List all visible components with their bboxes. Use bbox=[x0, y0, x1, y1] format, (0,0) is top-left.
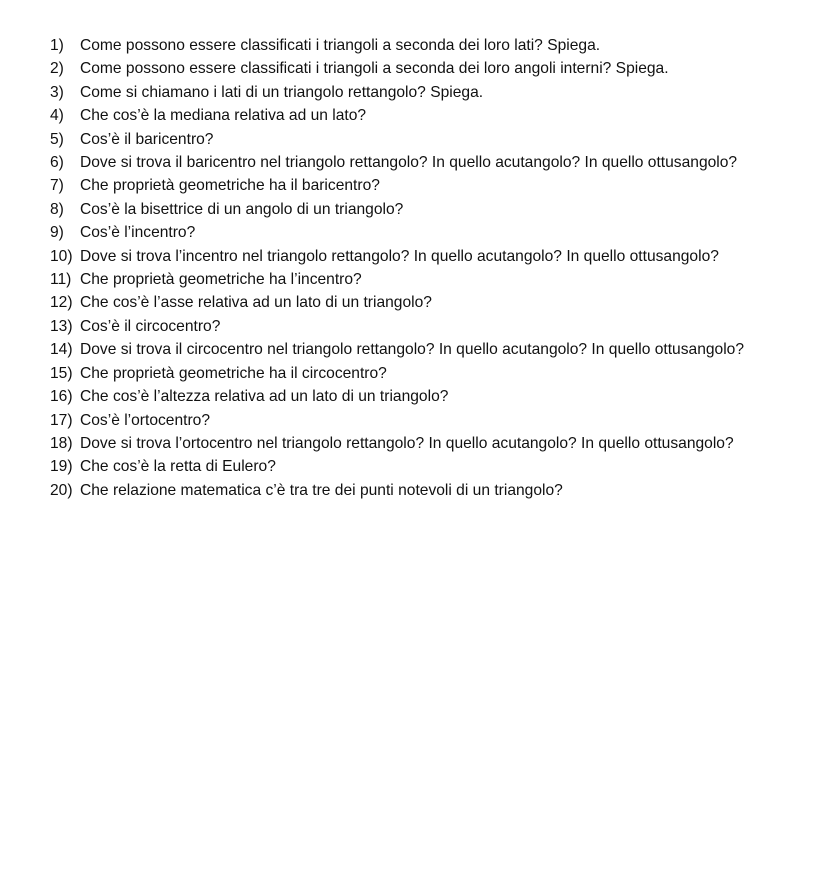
question-text: Dove si trova il baricentro nel triangolo rettangolo? In quello acutangolo? In quello ottusangolo? bbox=[80, 154, 738, 172]
question-number: 10) bbox=[50, 247, 73, 265]
question-item bbox=[50, 174, 770, 197]
question-text: Dove si trova l’incentro nel triangolo rettangolo? In quello acutangolo? In quello ottusangolo? bbox=[80, 247, 719, 265]
question-number: 20) bbox=[50, 481, 73, 499]
question-number: 16) bbox=[50, 388, 73, 406]
question-item bbox=[50, 291, 770, 314]
question-number: 2) bbox=[50, 60, 64, 78]
question-text: Come possono essere classificati i triangoli a seconda dei loro lati? Spiega. bbox=[80, 37, 601, 54]
question-number: 15) bbox=[50, 364, 73, 382]
question-item bbox=[50, 268, 770, 291]
question-text: Che relazione matematica c’è tra tre dei punti notevoli di un triangolo? bbox=[80, 481, 563, 499]
question-number: 17) bbox=[50, 411, 73, 429]
question-number: 8) bbox=[50, 200, 64, 218]
question-item bbox=[50, 198, 770, 221]
question-text: Che proprietà geometriche ha il baricentro? bbox=[80, 177, 380, 195]
question-text: Dove si trova l’ortocentro nel triangolo rettangolo? In quello acutangolo? In quello ottusangolo? bbox=[80, 434, 734, 452]
question-item bbox=[50, 432, 770, 455]
question-item bbox=[50, 315, 770, 338]
question-item bbox=[50, 385, 770, 408]
question-text: Cos’è la bisettrice di un angolo di un triangolo? bbox=[80, 200, 404, 218]
question-list bbox=[50, 34, 770, 502]
question-number: 4) bbox=[50, 107, 64, 125]
question-text: Che proprietà geometriche ha il circocentro? bbox=[80, 364, 387, 382]
question-item bbox=[50, 81, 770, 104]
question-item bbox=[50, 151, 770, 174]
question-text: Come possono essere classificati i triangoli a seconda dei loro angoli interni? Spiega. bbox=[80, 60, 669, 78]
question-text: Che cos’è l’asse relativa ad un lato di un triangolo? bbox=[80, 294, 432, 312]
question-text: Che proprietà geometriche ha l’incentro? bbox=[80, 271, 362, 289]
question-text: Cos’è l’ortocentro? bbox=[80, 411, 211, 429]
question-item bbox=[50, 338, 770, 361]
question-item bbox=[50, 362, 770, 385]
question-item bbox=[50, 104, 770, 127]
question-text: Cos’è il baricentro? bbox=[80, 130, 214, 148]
question-item bbox=[50, 221, 770, 244]
question-number: 19) bbox=[50, 458, 73, 476]
question-text: Cos’è l’incentro? bbox=[80, 224, 196, 242]
question-number: 1) bbox=[50, 37, 64, 54]
question-number: 11) bbox=[50, 271, 72, 289]
question-text: Dove si trova il circocentro nel triangolo rettangolo? In quello acutangolo? In quello ottusangolo? bbox=[80, 341, 745, 359]
question-text: Che cos’è la retta di Eulero? bbox=[80, 458, 276, 476]
question-number: 18) bbox=[50, 434, 73, 452]
question-item bbox=[50, 479, 770, 502]
question-number: 5) bbox=[50, 130, 64, 148]
question-item bbox=[50, 409, 770, 432]
question-number: 6) bbox=[50, 154, 64, 172]
question-number: 9) bbox=[50, 224, 64, 242]
question-number: 13) bbox=[50, 317, 73, 335]
question-number: 14) bbox=[50, 341, 73, 359]
question-number: 12) bbox=[50, 294, 73, 312]
question-item bbox=[50, 245, 770, 268]
question-item bbox=[50, 455, 770, 478]
question-number: 7) bbox=[50, 177, 64, 195]
question-text: Come si chiamano i lati di un triangolo rettangolo? Spiega. bbox=[80, 83, 484, 101]
question-item bbox=[50, 57, 770, 80]
question-text: Cos’è il circocentro? bbox=[80, 317, 221, 335]
question-text: Che cos’è l’altezza relativa ad un lato di un triangolo? bbox=[80, 388, 449, 406]
question-text: Che cos’è la mediana relativa ad un lato? bbox=[80, 107, 367, 125]
question-number: 3) bbox=[50, 83, 64, 101]
question-item bbox=[50, 128, 770, 151]
question-item bbox=[50, 34, 770, 57]
